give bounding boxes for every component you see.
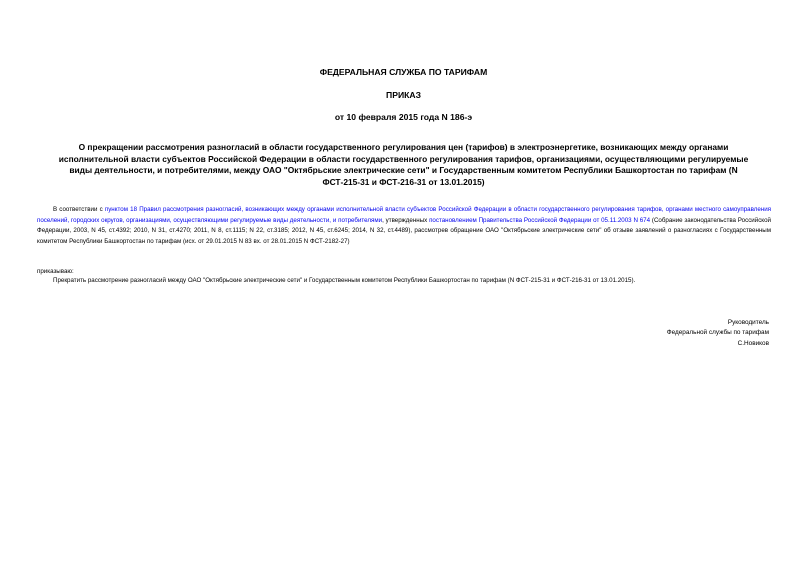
date-number: от 10 февраля 2015 года N 186-э	[334, 112, 473, 122]
preamble-rest: (Собрание законодательства Российской Федерации, 2003, N 45, ст.4392; 2010, N 31, ст.4270; 2011, N 8, ст.1115; N 22, ст.3185; 2012, N 45, ст.6245; 2014, N 32, ст.4489), рассмотрев обращение ОАО "Октябрьские электрические сети" об отзыве заявлений о разногласиях с Государственным комитетом Республики Башкортостан по тарифам (исх. от 29.01.2015 N 83 вх. от 28.01.2015 N ФСТ-2182-27)	[37, 216, 771, 245]
link-rules-point-18[interactable]: пунктом 18 Правил рассмотрения разногласий, возникающих между органами исполнительной власти субъектов Российской Федерации в области государственного регулирования тарифов, органами местного самоуправления поселений, городских округов, организациями, осуществляющими регулируемые виды деятельности, и потребителями	[37, 206, 771, 224]
signature-name: С.Новиков	[737, 339, 769, 347]
agency-heading: ФЕДЕРАЛЬНАЯ СЛУЖБА ПО ТАРИФАМ	[319, 67, 488, 77]
signature-block	[667, 318, 769, 349]
document-type: ПРИКАЗ	[386, 90, 421, 100]
signature-agency: Федеральной службы по тарифам	[666, 329, 769, 337]
link-government-decree[interactable]: постановлением Правительства Российской Федерации от 05.11.2003 N 674	[429, 216, 651, 224]
signature-position: Руководитель	[727, 319, 769, 326]
document-title: О прекращении рассмотрения разногласий в области государственного регулирования цен (тарифов) в электроэнергетике, возникающих между органами исполнительной власти субъектов Российской Федерации в области государственного регулирования тарифов, организациями, осуществляющими регулируемые виды деятельности, и потребителями, между ОАО "Октябрьские электрические сети" и Государственным комитетом Республики Башкортостан по тарифам (N ФСТ-215-31 и ФСТ-216-31 от 13.01.2015)	[58, 142, 749, 187]
preamble-middle: , утвержденных	[382, 216, 430, 224]
preamble-paragraph	[37, 205, 771, 247]
preamble-intro: В соответствии с	[53, 206, 105, 213]
order-text: Прекратить рассмотрение разногласий между ОАО "Октябрьские электрические сети" и Государственным комитетом Республики Башкортостан по тарифам (N ФСТ-215-31 и ФСТ-216-31 от 13.01.2015).	[53, 277, 636, 284]
order-word: приказываю:	[37, 268, 74, 275]
